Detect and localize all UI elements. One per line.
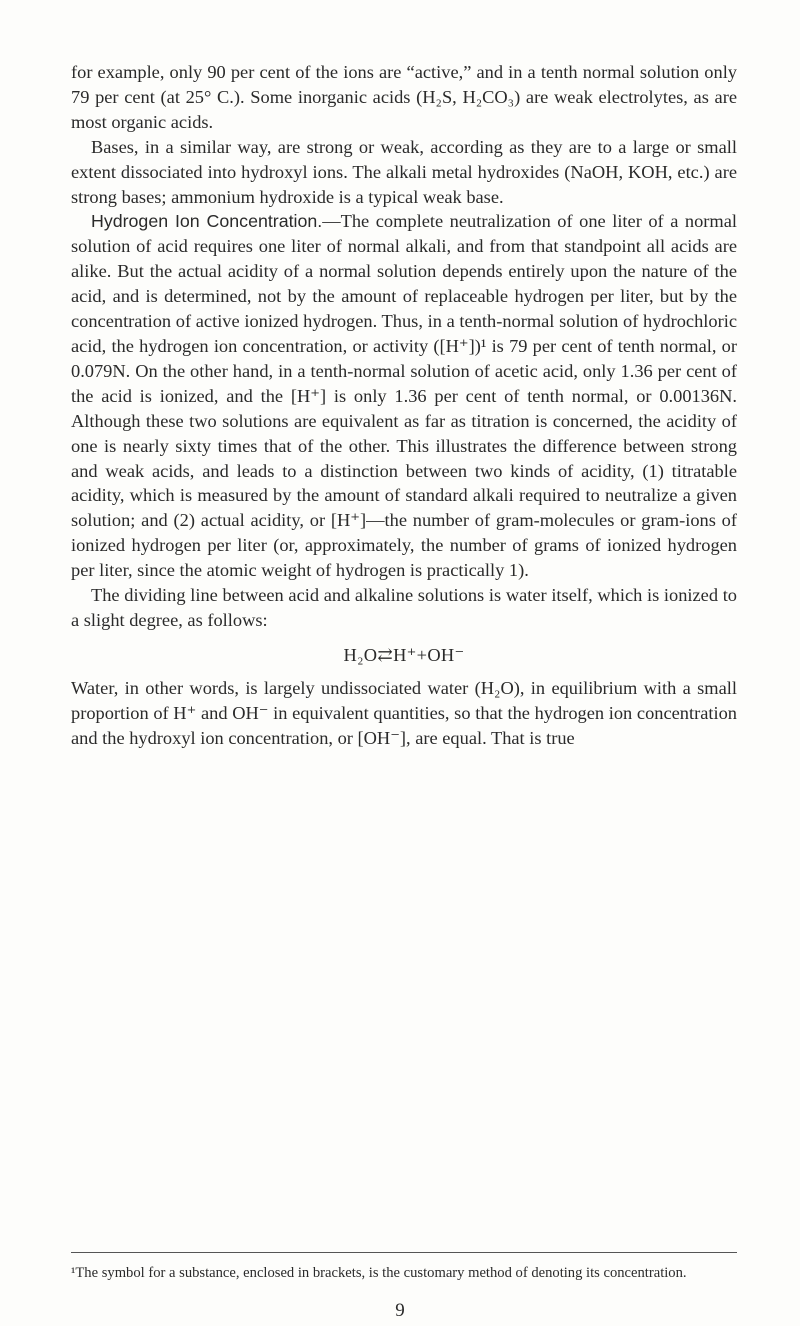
water-ionization-equation: H₂O⇄H⁺+OH⁻ (343, 644, 465, 665)
paragraph-hydrogen-ion-text: —The complete neutralization of one liter of a normal solution of acid requires one liter of normal alkali, and from that standpoint all acids are alike. But the actual acidity of a normal solution depends entirely upon the nature of the acid, and is determined, not by the amount of replaceable hydrogen per liter, but by the concentration of active ionized hydrogen. Thus, in a tenth-normal solution of hydrochloric acid, the hydrogen ion concentration, or activity ([H⁺])¹ is 79 per cent of tenth normal, or 0.079N. On the other hand, in a tenth-normal solution of acetic acid, only 1.36 per cent of the acid is ionized, and the [H⁺] is only 1.36 per cent of tenth normal, or 0.00136N. Although these two solutions are equivalent as far as titration is concerned, the acidity of one is nearly sixty times that of the other. This illustrates the difference between strong and weak acids, and leads to a distinction between two kinds of acidity, (1) titratable acidity, which is measured by the amount of standard alkali required to neutralize a given solution; and (2) actual acidity, or [H⁺]—the number of gram-molecules or gram-ions of ionized hydrogen per liter (or, approximately, the number of grams of ionized hydrogen per liter, since the atomic weight of hydrogen is practically 1). (71, 211, 737, 581)
page-number: 9 (395, 1300, 405, 1321)
paragraph-dividing-line: The dividing line between acid and alkaline solutions is water itself, which is ionized to a slight degree, as follows: (71, 585, 737, 630)
paragraph-hydrogen-ion-concentration (71, 209, 737, 583)
paragraph-water-equilibrium: Water, in other words, is largely undissociated water (H₂O), in equilibrium with a small proportion of H⁺ and OH⁻ in equivalent quantities, so that the hydrogen ion concentration and the hydroxyl ion concentration, or [OH⁻], are equal. That is true (71, 677, 737, 748)
footnote-marker: ¹ (71, 1265, 76, 1281)
page-body (71, 60, 737, 751)
footnote-divider (71, 1252, 737, 1253)
paragraph-bases: Bases, in a similar way, are strong or weak, according as they are to a large or small extent dissociated into hydroxyl ions. The alkali metal hydroxides (NaOH, KOH, etc.) are strong bases; ammonium hydroxide is a typical weak base. (71, 136, 737, 207)
footnote (71, 1264, 737, 1283)
section-heading-hydrogen-ion: Hydrogen Ion Concentration. (91, 211, 323, 232)
footnote-text: The symbol for a substance, enclosed in brackets, is the customary method of denoting its concentration. (75, 1265, 687, 1281)
paragraph-acids-ionization: for example, only 90 per cent of the ions are “active,” and in a tenth normal solution only 79 per cent (at 25° C.). Some inorganic acids (H₂S, H₂CO₃) are weak electrolytes, as are most organic acids. (71, 62, 737, 132)
